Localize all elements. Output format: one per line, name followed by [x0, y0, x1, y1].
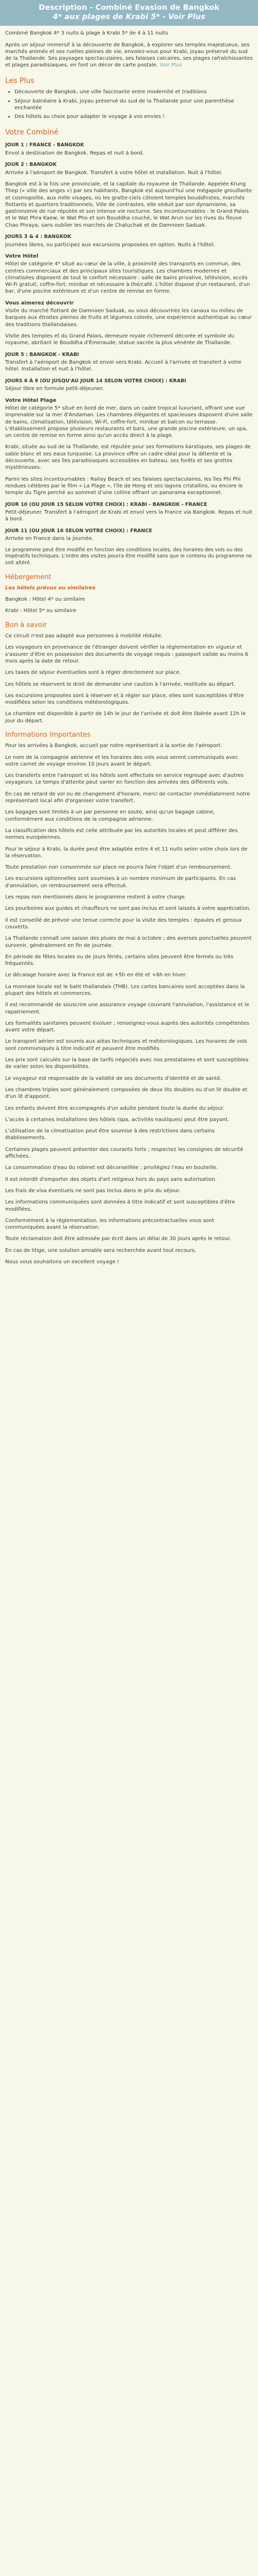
excursion-heading: Vous aimerez découvrir — [5, 300, 74, 306]
paragraph: Les hôtels se réservent le droit de demander une caution à l'arrivée, restituée au départ. — [5, 681, 235, 687]
paragraph: Toute prestation non consommée sur place ne pourra faire l'objet d'un remboursement. — [5, 865, 232, 871]
intro-paragraph — [5, 42, 253, 69]
description-banner — [0, 0, 258, 26]
paragraph: L'utilisation de la climatisation peut être soumise à des restrictions dans certains établissements. — [5, 1128, 215, 1141]
day-text: Petit-déjeuner. Transfert à l'aéroport de Krabi et envol vers la France via Bangkok. Repas et nuit à bord. — [5, 510, 253, 522]
banner-line-2: 4* aux plages de Krabi 5* - Voir Plus — [53, 13, 205, 22]
paragraph: La chambre est disponible à partir de 14h le jour de l'arrivée et doit être libérée avant 12h le jour du départ. — [5, 711, 246, 724]
paragraph: Les formalités sanitaires peuvent évoluer ; renseignez-vous auprès des autorités compétentes avant votre départ. — [5, 1020, 250, 1033]
paragraph: En cas de litige, une solution amiable sera recherchée avant tout recours. — [5, 1247, 197, 1253]
paragraph: Le voyageur est responsable de la validité de ses documents d'identité et de santé. — [5, 1075, 222, 1081]
bangkok-description: Bangkok est à la fois une provinciale, et la capitale du royaume de Thaïlande. Appelée Krung Thep (« ville des anges ») par ses habitants, Bangkok est aujourd'hui une mégapole grouillante et cosmopolite, aux mille visages, où les gratte-ciels côtoient temples bouddhistes, marchés flottants et quartiers traditionnels. Ville de contrastes, elle séduit par son dynamisme, sa gastronomie de rue réputée et son intense vie nocturne. Ses incontournables : le Grand Palais et le Wat Phra Kaew, le Wat Pho et son Bouddha couché, le Wat Arun sur les rives du fleuve Chao Phraya, sans oublier les marchés de Chatuchak et de Damnoen Saduak. — [5, 181, 252, 228]
plus-heading: Les Plus — [5, 76, 35, 85]
paragraph: Les enfants doivent être accompagnés d'un adulte pendant toute la durée du séjour. — [5, 1105, 224, 1111]
hotels-heading: Hébergement — [5, 573, 52, 581]
paragraph: En période de fêtes locales ou de jours fériés, certains sites peuvent être fermés ou très fréquentés. — [5, 954, 234, 967]
paragraph: La Thaïlande connaît une saison des pluies de mai à octobre ; des averses ponctuelles peuvent survenir, généralement en fin de journée. — [5, 936, 252, 948]
paragraph: La monnaie locale est le baht thaïlandais (THB). Les cartes bancaires sont acceptées dans la plupart des hôtels et commerces. — [5, 984, 245, 996]
intro-text: Après un séjour immersif à la découverte de Bangkok, à explorer ses temples majestueux, ses marchés animés et ses ruelles pleines de vie, envolez-vous pour Krabi, joyau préservé du sud de la Thaïlande. Ses paysages spectaculaires, ses falaises calcaires, ses plages rafraîchissantes et plages paradisiaques, en font un décor de carte postale. — [5, 42, 253, 69]
paragraph: La classification des hôtels est celle attribuée par les autorités locales et peut différer des normes européennes. — [5, 827, 238, 841]
content — [0, 26, 258, 1275]
plus-list — [5, 89, 253, 120]
paragraph: Les voyageurs en provenance de l'étranger doivent vérifier la réglementation en vigueur et s'assurer d'être en possession des documents de voyage requis : passeport valide au moins 6 mois après la date de retour. — [5, 645, 249, 664]
combine-heading: Votre Combiné — [5, 128, 59, 137]
day-text: Transfert à l'aéroport de Bangkok et envol vers Krabi. Accueil à l'arrivée et transfert à votre hôtel. Installation et nuit à l'hôtel. — [5, 360, 241, 372]
paragraph: Les informations communiquées sont données à titre indicatif et sont susceptibles d'être modifiées. — [5, 1199, 235, 1212]
list-item: • Séjour balnéaire à Krabi, joyau préservé du sud de la Thaïlande pour une parenthèse enchantée — [14, 98, 253, 112]
hotel-text: Hôtel de catégorie 5* situé en bord de mer, dans un cadre tropical luxuriant, offrant une vue imprenable sur la mer d'Andaman. Les chambres élégantes et spacieuses disposent d'une salle de bains, climatisation, télévision, Wi-Fi, coffre-fort, minibar et balcon ou terrasse. L'établissement propose plusieurs restaurants et bars, une grande piscine extérieure, un spa, un centre de remise en forme ainsi qu'un accès direct à la plage. — [5, 405, 253, 439]
intro-summary: Combiné Bangkok 4* 3 nuits & plage à Krabi 5* de 4 à 11 nuits — [5, 30, 168, 37]
krabi-description: Krabi, située au sud de la Thaïlande, est réputée pour ses formations karstiques, ses plages de sable blanc et ses eaux turquoise. La province offre un cadre idéal pour la détente et la découverte, avec ses îles paradisiaques accessibles en bateau, ses forêts et ses grottes mystérieuses. — [5, 444, 251, 471]
bonus-list — [5, 633, 253, 724]
paragraph: L'accès à certaines installations des hôtels (spa, activités nautiques) peut être payant. — [5, 1116, 230, 1123]
paragraph: Les excursions optionnelles sont soumises à un nombre minimum de participants. En cas d'annulation, un remboursement sera effectué. — [5, 876, 236, 889]
banner-line-1: Description - Combiné Evasion de Bangkok — [39, 4, 219, 12]
day-title: JOUR 1 : FRANCE - BANGKOK — [5, 142, 84, 148]
krabi-description: Parmi les sites incontournables : Railay Beach et ses falaises spectaculaires, les îles Phi Phi rendues célèbres par le film « La Plage », l'île de Hong et ses lagons cristallins, ou encore le temple du Tigre perché au sommet d'une colline offrant un panorama exceptionnel. — [5, 476, 243, 496]
info-list — [5, 742, 253, 1265]
paragraph: Les chambres triples sont généralement composées de deux lits doubles ou d'un lit double et d'un lit d'appoint. — [5, 1087, 248, 1100]
paragraph: Toute réclamation doit être adressée par écrit dans un délai de 30 jours après le retour. — [5, 1236, 231, 1242]
paragraph: Le nom de la compagnie aérienne et les horaires des vols vous seront communiqués avec votre carnet de voyage environ 10 jours avant le départ. — [5, 754, 238, 767]
list-item: • Découverte de Bangkok, une ville fascinante entre modernité et traditions — [14, 89, 253, 95]
list-item: • Des hôtels au choix pour adapter le voyage à vos envies ! — [14, 113, 253, 120]
hotel-label: Votre Hôtel Plage — [5, 397, 57, 403]
voir-plus-link[interactable]: Voir Plus — [159, 62, 182, 69]
page — [0, 0, 258, 1275]
day-text: Arrivée en France dans la journée. — [5, 536, 94, 542]
hotel-item: Krabi : Hôtel 5* ou similaire — [5, 608, 76, 614]
excursion-text: Visite du marché flottant de Damnoen Saduak, ou vous découvrirez les canaux ou milieu de barques aux étroites pleines de fruits et légumes colorés, une expérience authentique au cœur des traditions thaïlandaises. — [5, 308, 252, 328]
hotel-label: Votre Hôtel — [5, 253, 39, 259]
paragraph: Certaines plages peuvent présenter des courants forts ; respectez les consignes de sécurité affichées. — [5, 1146, 244, 1160]
paragraph: Le décalage horaire avec la France est de +5h en été et +6h en hiver. — [5, 972, 187, 978]
paragraph: Nous vous souhaitons un excellent voyage ! — [5, 1259, 119, 1265]
paragraph: En cas de retard de vol ou de changement d'horaire, merci de contacter immédiatement notre représentant local afin d'organiser votre transfert. — [5, 791, 250, 804]
hotels-subheading: Les hôtels prévus ou similaires — [5, 585, 95, 591]
day-title: JOUR 11 (OU JOUR 16 SELON VOTRE CHOIX) : FRANCE — [5, 528, 152, 534]
paragraph: Les transferts entre l'aéroport et les hôtels sont effectués en service regroupé avec d'autres voyageurs. Le temps d'attente peut varier en fonction des arrivées des différents vols. — [5, 773, 244, 786]
day-title: JOUR 10 (OU JOUR 15 SELON VOTRE CHOIX) : KRABI - BANGKOK - FRANCE — [5, 501, 207, 507]
paragraph: Les excursions proposées sont à réserver et à régler sur place, elles sont susceptibles d'être modifiées selon les conditions météorologiques. — [5, 692, 244, 706]
program-note: Le programme peut être modifié en fonction des conditions locales, des horaires des vols ou des impératifs techniques. L'ordre des visites pourra être modifié sans que le contenu du programme ne soit altéré. — [5, 547, 252, 566]
paragraph: Les pourboires aux guides et chauffeurs ne sont pas inclus et sont laissés à votre appréciation. — [5, 906, 251, 912]
day-text: Envol à destination de Bangkok. Repas et nuit à bord. — [5, 150, 144, 156]
paragraph: Il est recommandé de souscrire une assurance voyage couvrant l'annulation, l'assistance et le rapatriement. — [5, 1002, 249, 1015]
paragraph: Les bagages sont limités à un par personne en soute, ainsi qu'un bagage cabine, conformément aux conditions de la compagnie aérienne. — [5, 809, 215, 822]
paragraph: Les frais de visa éventuels ne sont pas inclus dans le prix du séjour. — [5, 1188, 181, 1194]
paragraph: Ce circuit n'est pas adapté aux personnes à mobilité réduite. — [5, 633, 163, 639]
paragraph: Il est conseillé de prévoir une tenue correcte pour la visite des temples : épaules et genoux couverts. — [5, 917, 242, 930]
day-title: JOUR 2 : BANGKOK — [5, 162, 57, 168]
day-title: JOURS 3 & 4 : BANGKOK — [5, 234, 72, 240]
paragraph: Les prix sont calculés sur la base de tarifs négociés avec nos prestataires et sont susceptibles de varier selon les disponibilités. — [5, 1057, 249, 1070]
day-text: Séjour libre en formule petit-déjeuner. — [5, 386, 104, 392]
paragraph: La consommation d'eau du robinet est déconseillée ; privilégiez l'eau en bouteille. — [5, 1165, 218, 1171]
day-text: Journées libres, ou participez aux excursions proposées en option. Nuits à l'hôtel. — [5, 242, 215, 248]
paragraph: Le transport aérien est soumis aux aléas techniques et météorologiques. Les horaires de vols sont communiqués à titre indicatif et peuvent être modifiés. — [5, 1039, 247, 1052]
paragraph: Les repas non mentionnés dans le programme restent à votre charge. — [5, 894, 186, 901]
paragraph: Pour le séjour à Krabi, la durée peut être adaptée entre 4 et 11 nuits selon votre choix lors de la réservation. — [5, 846, 248, 859]
excursion-text: Visite des temples et du Grand Palais, demeure royale richement décorée et symbole du royaume, abritant le Bouddha d'Émeraude, statue sacrée la plus vénérée de Thaïlande. — [5, 333, 235, 346]
bonus-heading: Bon à savoir — [5, 621, 47, 629]
day-text: Arrivée à l'aéroport de Bangkok. Transfert à votre hôtel et installation. Nuit à l'hôtel. — [5, 170, 223, 176]
hotel-item: Bangkok : Hôtel 4* ou similaire — [5, 597, 85, 603]
day-title: JOUR 5 : BANGKOK - KRABI — [5, 351, 79, 358]
info-heading: Informations Importantes — [5, 731, 91, 739]
hotel-text: Hôtel de catégorie 4* situé au cœur de la ville, à proximité des transports en commun, des centres commerciaux et des principaux sites touristiques. Les chambres modernes et climatisées disposent de tout le confort nécessaire : salle de bains privative, télévision, accès Wi-Fi gratuit, coffre-fort, minibar et nécessaire à thé/café. L'hôtel dispose d'un restaurant, d'un bar, d'une piscine extérieure et d'un centre de remise en forme. — [5, 261, 250, 295]
paragraph: Pour les arrivées à Bangkok, accueil par notre représentant à la sortie de l'aéroport. — [5, 743, 222, 749]
day-title: JOURS 6 À 9 (OU JUSQU'AU JOUR 14 SELON VOTRE CHOIX) : KRABI — [5, 378, 186, 384]
paragraph: Conformément à la réglementation, les informations précontractuelles vous sont communiquées avant la réservation. — [5, 1217, 215, 1231]
paragraph: Les taxes de séjour éventuelles sont à régler directement sur place. — [5, 670, 181, 676]
paragraph: Il est interdit d'emporter des objets d'art religieux hors du pays sans autorisation. — [5, 1176, 217, 1182]
